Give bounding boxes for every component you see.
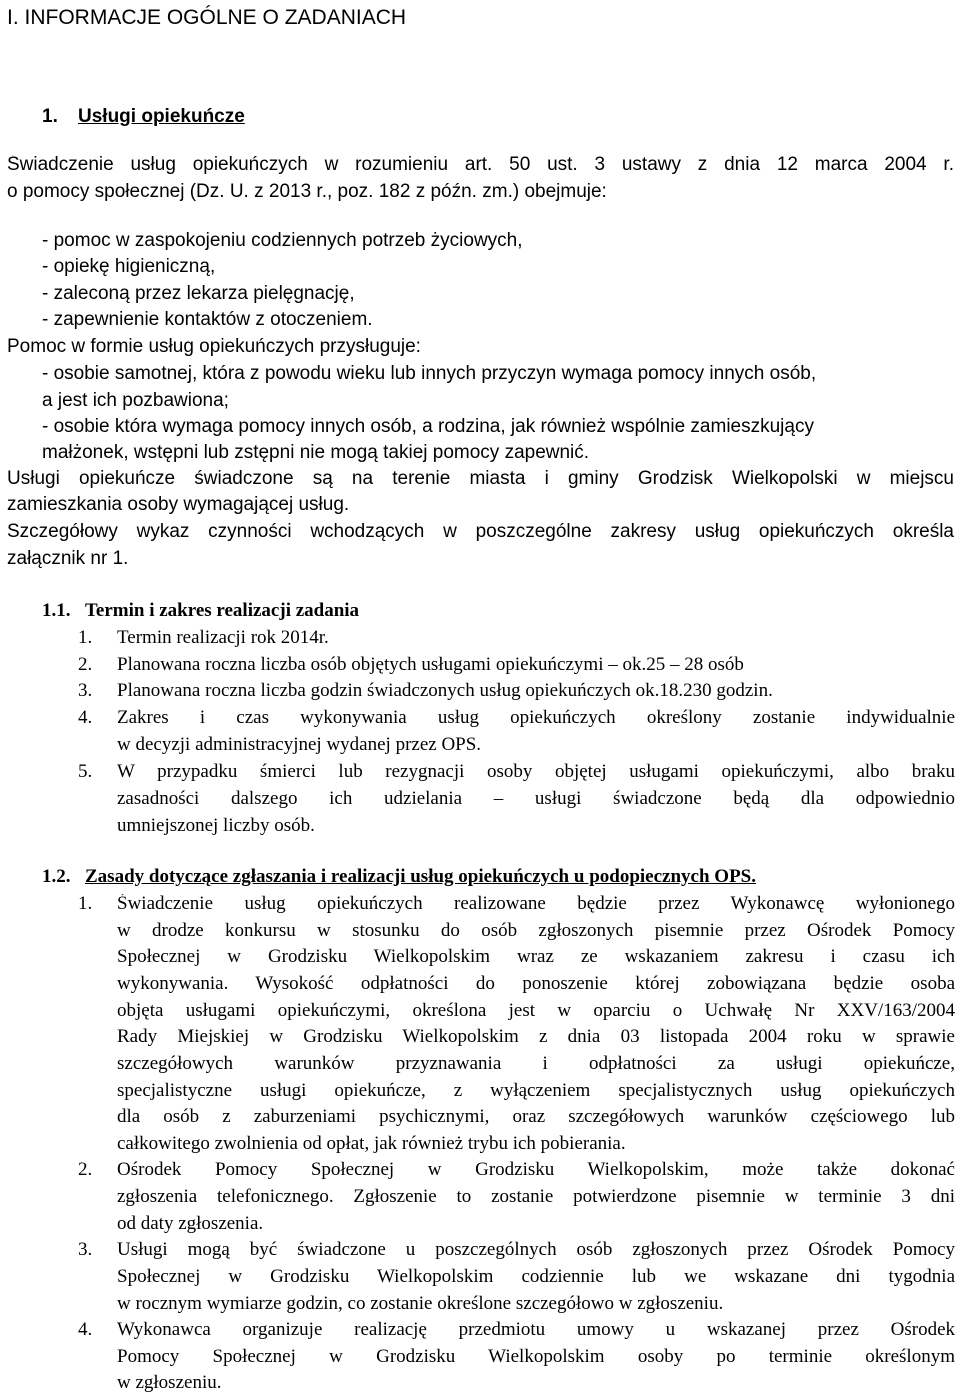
- subsection-1-title: Usługi opiekuńcze: [78, 106, 245, 127]
- list-item-line: Wykonawca organizuje realizację przedmiotu umowy u wskazanej przez Ośrodek: [117, 1320, 955, 1340]
- subsection-1-number: 1.: [42, 106, 58, 127]
- list-item-line: od daty zgłoszenia.: [117, 1213, 264, 1234]
- scope-item: - opiekę higieniczną,: [42, 256, 216, 277]
- list-item-line: Zakres i czas wykonywania usług opiekuńczych określony zostanie indywidualnie: [117, 708, 955, 728]
- list-item-line: Planowana roczna liczba godzin świadczonych usług opiekuńczych ok.18.230 godzin.: [117, 680, 773, 701]
- list-item-number: 1.: [78, 893, 93, 914]
- annex-line: załącznik nr 1.: [7, 548, 129, 569]
- subsection-1-2-title: Zasady dotyczące zgłaszania i realizacji usług opiekuńczych u podopiecznych OPS.: [85, 866, 756, 887]
- area-line: zamieszkania osoby wymagającej usług.: [7, 494, 350, 515]
- subsection-1-1-title: Termin i zakres realizacji zadania: [85, 600, 360, 621]
- list-item-line: Usługi mogą być świadczone u poszczególnych osób zgłoszonych przez Ośrodek Pomocy: [117, 1240, 955, 1260]
- list-item-line: całkowitego zwolnienia od opłat, jak również trybu ich pobierania.: [117, 1133, 626, 1154]
- scope-item: - zapewnienie kontaktów z otoczeniem.: [42, 309, 373, 330]
- list-item-line: Planowana roczna liczba osób objętych usługami opiekuńczymi – ok.25 – 28 osób: [117, 654, 744, 675]
- scope-item: - pomoc w zaspokojeniu codziennych potrzeb życiowych,: [42, 230, 523, 251]
- list-item-line: w drodze konkursu w stosunku do osób zgłoszonych pisemnie przez Ośrodek Pomocy: [117, 921, 955, 941]
- list-item-number: 1.: [78, 627, 93, 648]
- intro-line: o pomocy społecznej (Dz. U. z 2013 r., poz. 182 z późn. zm.) obejmuje:: [7, 181, 607, 202]
- intro-line: Świadczenie usług opiekuńczych w rozumieniu art. 50 ust. 3 ustawy z dnia 12 marca 2004 r.: [7, 155, 954, 175]
- list-item-line: Społecznej w Grodzisku Wielkopolskim wraz ze wskazaniem zakresu i czasu ich: [117, 947, 955, 967]
- list-item-line: Społecznej w Grodzisku Wielkopolskim codziennie lub we wskazane dni tygodnia: [117, 1267, 955, 1287]
- list-item-line: Ośrodek Pomocy Społecznej w Grodzisku Wielkopolskim, może także dokonać: [117, 1160, 955, 1180]
- eligibility-line: - osobie która wymaga pomocy innych osób, a rodzina, jak również wspólnie zamieszkujący: [42, 416, 814, 437]
- list-item-number: 4.: [78, 1319, 93, 1340]
- section-heading: I. INFORMACJE OGÓLNE O ZADANIACH: [7, 6, 407, 29]
- area-line: Usługi opiekuńcze świadczone są na terenie miasta i gminy Grodzisk Wielkopolski w miejscu: [7, 469, 954, 489]
- list-item-number: 3.: [78, 680, 93, 701]
- list-item-line: umniejszonej liczby osób.: [117, 815, 315, 836]
- eligibility-line: Pomoc w formie usług opiekuńczych przysługuje:: [7, 336, 421, 357]
- list-item-line: w rocznym wymiarze godzin, co zostanie określone szczegółowo w zgłoszeniu.: [117, 1293, 724, 1314]
- list-item-line: W przypadku śmierci lub rezygnacji osoby objętej usługami opiekuńczymi, albo braku: [117, 762, 955, 782]
- list-item-line: w decyzji administracyjnej wydanej przez OPS.: [117, 734, 482, 755]
- annex-line: Szczegółowy wykaz czynności wchodzących w poszczególne zakresy usług opiekuńczych określa: [7, 522, 954, 542]
- list-item-line: dla osób z zaburzeniami psychicznymi, oraz szczegółowych warunków częściowego lub: [117, 1107, 955, 1127]
- list-item-number: 5.: [78, 761, 93, 782]
- list-item-line: wykonywania. Wysokość odpłatności do ponoszenie której zobowiązana będzie osoba: [117, 974, 955, 994]
- list-item-number: 2.: [78, 1159, 93, 1180]
- list-item-line: specjalistyczne usługi opiekuńcze, z wyłączeniem specjalistycznych usług opiekuńczych: [117, 1081, 955, 1101]
- subsection-1-2-number: 1.2.: [42, 866, 71, 887]
- eligibility-line: małżonek, wstępni lub zstępni nie mogą takiej pomocy zapewnić.: [42, 442, 590, 463]
- list-item-line: w zgłoszeniu.: [117, 1372, 222, 1393]
- list-item-line: Rady Miejskiej w Grodzisku Wielkopolskim z dnia 03 listopada 2004 roku w sprawie: [117, 1027, 955, 1047]
- subsection-1-1-number: 1.1.: [42, 600, 71, 621]
- eligibility-line: a jest ich pozbawiona;: [42, 390, 229, 411]
- list-item-line: szczegółowych warunków przyznawania i odpłatności za usługi opiekuńcze,: [117, 1054, 955, 1074]
- list-item-line: Świadczenie usług opiekuńczych realizowane będzie przez Wykonawcę wyłonionego: [117, 894, 955, 914]
- scope-item: - zaleconą przez lekarza pielęgnację,: [42, 283, 355, 304]
- list-item-number: 3.: [78, 1239, 93, 1260]
- list-item-line: zgłoszenia telefonicznego. Zgłoszenie to zostanie potwierdzone pisemnie w terminie 3 dni: [117, 1187, 955, 1207]
- list-item-line: Pomocy Społecznej w Grodzisku Wielkopolskim osoby po terminie określonym: [117, 1347, 955, 1367]
- list-item-line: zasadności dalszego ich udzielania – usługi świadczone będą dla odpowiednio: [117, 789, 955, 809]
- list-item-line: objęta usługami opiekuńczymi, określona jest w oparciu o Uchwałę Nr XXV/163/2004: [117, 1001, 955, 1021]
- list-item-number: 4.: [78, 707, 93, 728]
- list-item-number: 2.: [78, 654, 93, 675]
- list-item-line: Termin realizacji rok 2014r.: [117, 627, 329, 648]
- eligibility-line: - osobie samotnej, która z powodu wieku lub innych przyczyn wymaga pomocy innych osób,: [42, 363, 817, 384]
